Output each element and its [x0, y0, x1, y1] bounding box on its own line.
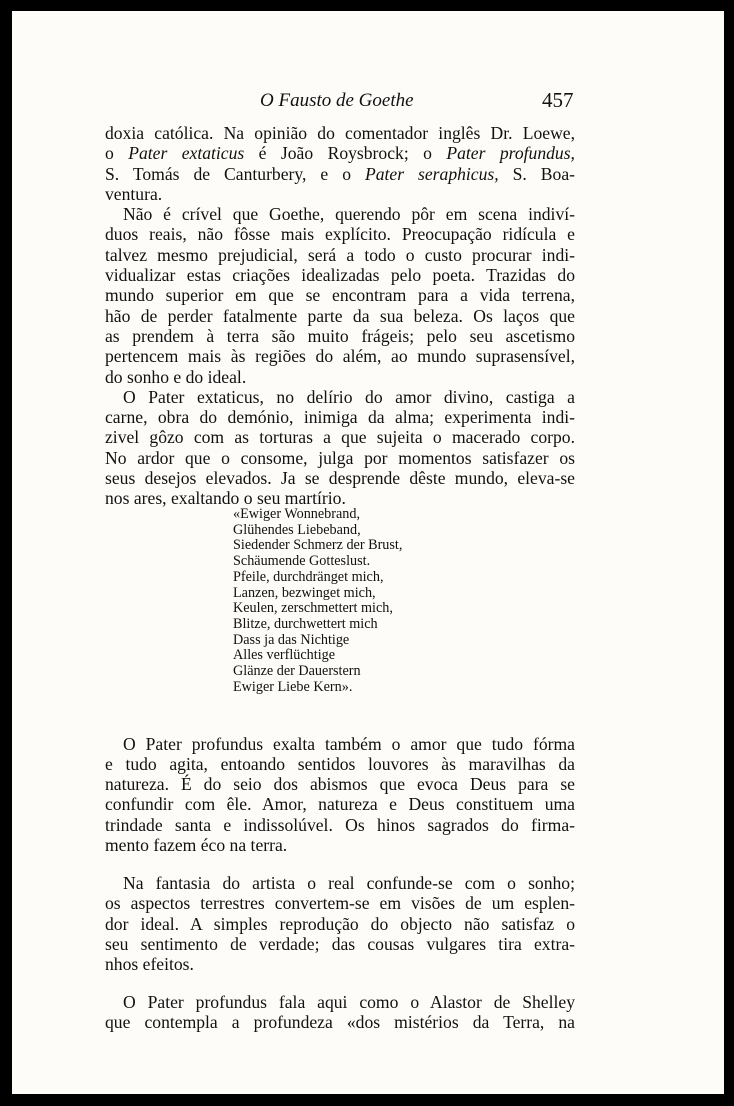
text-line: mento fazem éco na terra. [105, 835, 288, 856]
paragraph-3 [105, 387, 575, 509]
poem-line: Blitze, durchwettert mich [233, 615, 378, 632]
body-text-lower [105, 716, 575, 1050]
paragraph-4 [105, 734, 575, 856]
text-line: doxia católica. Na opinião do comentador inglês Dr. Loewe, [105, 123, 575, 143]
poem-quotation [233, 507, 402, 695]
paragraph-2 [105, 204, 575, 387]
text-line: trindade santa e indissolúvel. Os hinos sagrados do firma- [105, 814, 575, 835]
text-line: seus desejos elevados. Ja se desprende dêste mundo, eleva-se [105, 468, 575, 489]
poem-line: Keulen, zerschmettert mich, [233, 600, 393, 617]
running-title: O Fausto de Goethe [260, 90, 414, 111]
text-line: seu sentimento de verdade; das cousas vulgares tira extra- [105, 933, 575, 954]
text-line: as prendem à terra são muito frágeis; pelo seu ascetismo [105, 325, 575, 346]
text-line: mundo superior em que se encontram para a vida terrena, [105, 285, 575, 306]
text-line: hão de perder fatalmente parte da sua beleza. Os laços que [105, 305, 575, 326]
text-line: O Pater extaticus, no delírio do amor divino, castiga a [123, 386, 575, 407]
poem-line: Schäumende Gotteslust. [233, 553, 371, 570]
book-page [12, 11, 724, 1094]
poem-line: Glühendes Liebeband, [233, 521, 361, 538]
poem-line: «Ewiger Wonnebrand, [233, 506, 361, 522]
text-line: nhos efeitos. [105, 954, 194, 975]
text-line: nos ares, exaltando o seu martírio. [105, 488, 346, 509]
text-line: duos reais, não fôsse mais explícito. Preocupação ridícula e [105, 224, 575, 245]
paragraph-6 [105, 992, 575, 1033]
body-text-upper [105, 123, 575, 509]
text-line: o Pater extaticus é João Roysbrock; o Pater profundus, [105, 143, 575, 164]
text-line: O Pater profundus exalta também o amor que tudo fórma [123, 733, 575, 754]
text-line: Não é crível que Goethe, querendo pôr em scena indiví- [123, 204, 575, 225]
text-line: talvez mesmo prejudicial, será a todo o custo procurar indi- [105, 244, 575, 265]
poem-line: Alles verflüchtige [233, 647, 336, 664]
text-line: e tudo agita, entoando sentidos louvores às maravilhas da [105, 753, 575, 774]
poem-line: Dass ja das Nichtige [233, 631, 350, 648]
page-number: 457 [542, 88, 574, 112]
text-line: vidualizar estas criações idealizadas pelo poeta. Trazidas do [105, 265, 575, 286]
text-line: Na fantasia do artista o real confunde-se com o sonho; [123, 872, 575, 893]
text-line: zivel gôzo com as torturas a que sujeita o macerado corpo. [105, 427, 575, 448]
text-line: No ardor que o consome, julga por momentos satisfazer os [105, 447, 575, 468]
poem-line: Glänze der Dauerstern [233, 663, 361, 680]
text-line: O Pater profundus fala aqui como o Alastor de Shelley [123, 992, 575, 1013]
text-line: os aspectos terrestres convertem-se em visões de um esplen- [105, 893, 575, 914]
text-line: dor ideal. A simples reprodução do objecto não satisfaz o [105, 913, 575, 934]
poem-line: Ewiger Liebe Kern». [233, 678, 353, 695]
page-header [12, 90, 724, 120]
text-line: pertencem mais às regiões do além, ao mundo suprasensível, [105, 346, 575, 367]
text-line: carne, obra do demónio, inimiga da alma; experimenta indi- [105, 407, 575, 428]
paragraph-1 [105, 123, 575, 204]
text-line: natureza. É do seio dos abismos que evoca Deus para se [105, 774, 575, 795]
text-line: S. Tomás de Canturbery, e o Pater seraphicus, S. Boa- [105, 163, 575, 184]
text-line: que contempla a profundeza «dos mistérios da Terra, na [105, 1012, 575, 1033]
text-line: confundir com êle. Amor, natureza e Deus constituem uma [105, 794, 575, 815]
poem-line: Pfeile, durchdränget mich, [233, 568, 384, 585]
text-line: do sonho e do ideal. [105, 366, 247, 387]
poem-line: Siedender Schmerz der Brust, [233, 537, 403, 554]
text-line: ventura. [105, 183, 163, 204]
poem-line: Lanzen, bezwinget mich, [233, 584, 376, 601]
paragraph-5 [105, 873, 575, 974]
